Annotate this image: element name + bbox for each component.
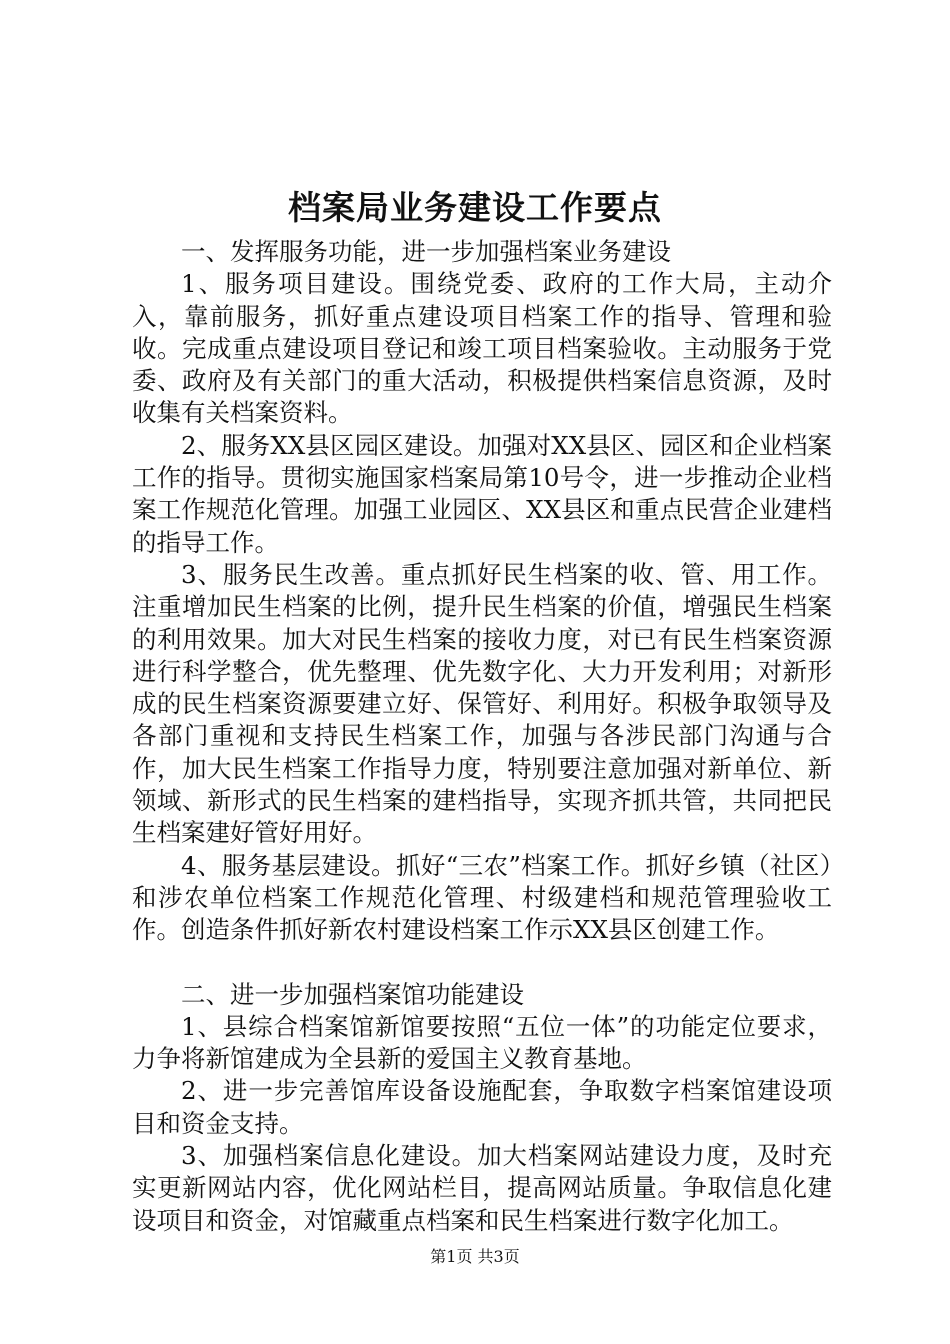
section1-heading: 一、发挥服务功能，进一步加强档案业务建设 [181, 237, 671, 266]
section-gap [132, 947, 832, 979]
document-body [132, 236, 832, 1237]
page-footer: 第1页 共3页 [430, 1247, 520, 1266]
section2-paragraph-2: 2、进一步完善馆库设备设施配套，争取数字档案馆建设项目和资金支持。 [132, 1076, 832, 1138]
section2-heading: 二、进一步加强档案馆功能建设 [181, 979, 524, 1009]
section1-paragraph-2: 2、服务XX县区园区建设。加强对XX县区、园区和企业档案工作的指导。贯彻实施国家档案局第10号令，进一步推动企业档案工作规范化管理。加强工业园区、XX县区和重点民营企业建档的指导工作。 [132, 430, 832, 557]
section1-paragraph-3: 3、服务民生改善。重点抓好民生档案的收、管、用工作。注重增加民生档案的比例，提升民生档案的价值，增强民生档案的利用效果。加大对民生档案的接收力度，对已有民生档案资源进行科学整合，优先整理、优先数字化、大力开发利用；对新形成的民生档案资源要建立好、保管好、利用好。积极争取领导及各部门重视和支持民生档案工作，加强与各涉民部门沟通与合作，加大民生档案工作指导力度，特别要注意加强对新单位、新领域、新形式的民生档案的建档指导，实现齐抓共管，共同把民生档案建好管好用好。 [132, 559, 832, 848]
section2-paragraph-3: 3、加强档案信息化建设。加大档案网站建设力度，及时充实更新网站内容，优化网站栏目，提高网站质量。争取信息化建设项目和资金，对馆藏重点档案和民生档案进行数字化加工。 [132, 1141, 832, 1235]
section1-paragraph-4: 4、服务基层建设。抓好“三农”档案工作。抓好乡镇（社区）和涉农单位档案工作规范化管理、村级建档和规范管理验收工作。创造条件抓好新农村建设档案工作示XX县区创建工作。 [132, 850, 832, 945]
document-title: 档案局业务建设工作要点 [288, 188, 662, 227]
section1-paragraph-1: 1、服务项目建设。围绕党委、政府的工作大局，主动介入，靠前服务，抓好重点建设项目档案工作的指导、管理和验收。完成重点建设项目登记和竣工项目档案验收。主动服务于党委、政府及有关部门的重大活动，积极提供档案信息资源，及时收集有关档案资料。 [132, 269, 832, 428]
section2-paragraph-1: 1、县综合档案馆新馆要按照“五位一体”的功能定位要求，力争将新馆建成为全县新的爱国主义教育基地。 [132, 1011, 832, 1074]
